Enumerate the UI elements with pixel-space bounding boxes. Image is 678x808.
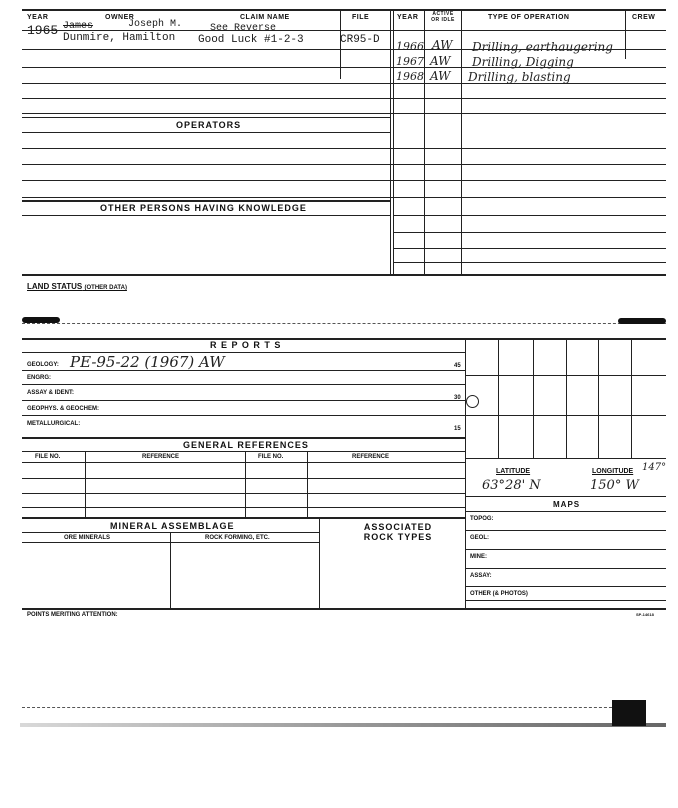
row-line [465, 600, 666, 601]
file-number: CR95-D [340, 34, 380, 46]
gen-ref-col: FILE NO. [258, 454, 284, 460]
row-line [465, 511, 666, 512]
ink-smudge [618, 318, 666, 324]
row-line [465, 568, 666, 569]
punch-hole [466, 395, 479, 408]
header-year: YEAR [27, 14, 49, 21]
op-status: AW [430, 54, 451, 68]
operators-rule [22, 117, 390, 118]
margin-45: 45 [454, 363, 461, 369]
col-divider [85, 451, 86, 517]
op-type: Drilling, Digging [472, 55, 574, 69]
grid-line [498, 338, 499, 458]
map-other: OTHER (& PHOTOS) [470, 591, 528, 597]
land-status-line [22, 323, 666, 324]
land-status-sub: (OTHER DATA) [84, 285, 127, 291]
row-line [22, 451, 465, 452]
header-claim-name: CLAIM NAME [240, 14, 290, 21]
row-line [22, 197, 666, 198]
operators-heading: OPERATORS [176, 120, 242, 130]
gen-ref-col: REFERENCE [142, 454, 180, 460]
grid-line [465, 375, 666, 376]
row-line [465, 586, 666, 587]
grid-line [631, 338, 632, 458]
land-status-heading [27, 282, 127, 291]
owner-struck-name: James [63, 21, 94, 32]
claim-name: Good Luck #1-2-3 [198, 34, 304, 46]
land-status-label: LAND STATUS [27, 282, 83, 291]
latitude-label: LATITUDE [496, 468, 531, 475]
row-line [22, 30, 666, 31]
upper-block-bottom [22, 274, 666, 276]
row-line [22, 370, 465, 371]
geology-label: GEOLOGY: [27, 362, 59, 368]
ink-block [612, 700, 646, 726]
row-line [22, 478, 465, 479]
associated-rock-heading: ASSOCIATED ROCK TYPES [363, 522, 433, 542]
geophys-label: GEOPHYS. & GEOCHEM: [27, 406, 100, 412]
owner-year: 1965 [27, 23, 59, 38]
scan-line [22, 707, 622, 708]
op-year: 1966 [396, 40, 424, 53]
col-divider [625, 9, 626, 59]
col-divider [245, 451, 246, 517]
gen-ref-heading: GENERAL REFERENCES [183, 440, 309, 450]
other-persons-rule [22, 200, 390, 202]
other-persons-heading: OTHER PERSONS HAVING KNOWLEDGE [100, 203, 307, 213]
mineral-col: ROCK FORMING, ETC. [205, 535, 270, 541]
ink-smudge [22, 317, 60, 323]
header-crew: CREW [632, 14, 656, 21]
op-status: AW [432, 38, 453, 52]
row-line [22, 415, 465, 416]
claim-note: See Reverse [210, 23, 277, 34]
header-type-of-operation: TYPE OF OPERATION [488, 14, 570, 21]
row-line [22, 507, 465, 508]
row-line [465, 496, 666, 497]
gen-ref-col: FILE NO. [35, 454, 61, 460]
header-active-idle: ACTIVE OR IDLE [431, 11, 455, 23]
op-year: 1968 [396, 70, 424, 83]
row-line [22, 148, 666, 149]
gen-ref-col: REFERENCE [352, 454, 390, 460]
row-line [22, 462, 465, 463]
form-number: SP-14618 [636, 612, 654, 617]
map-geol: GEOL: [470, 535, 489, 541]
scan-smear [20, 723, 666, 727]
row-line [22, 113, 666, 114]
grid-line [533, 338, 534, 458]
row-line [22, 132, 390, 133]
maps-heading: MAPS [553, 500, 581, 509]
reports-heading: R E P O R T S [210, 340, 282, 350]
col-divider [307, 451, 308, 517]
row-line [22, 215, 390, 216]
geology-value: PE-95-22 (1967) AW [70, 353, 225, 371]
top-border [22, 9, 666, 11]
row-line [22, 98, 666, 99]
row-line [22, 384, 465, 385]
op-type: Drilling, blasting [468, 70, 571, 84]
grid-line [465, 458, 666, 459]
col-divider [319, 517, 320, 608]
engrg-label: ENGRG: [27, 375, 51, 381]
map-assay: ASSAY: [470, 573, 492, 579]
row-line [393, 248, 666, 249]
header-owner: OWNER [105, 14, 135, 21]
row-line [22, 493, 465, 494]
grid-line [566, 338, 567, 458]
map-mine: MINE: [470, 554, 487, 560]
col-divider [170, 532, 171, 608]
points-meriting-heading: POINTS MERITING ATTENTION: [27, 612, 118, 618]
row-line [465, 549, 666, 550]
op-year: 1967 [396, 55, 424, 68]
lower-block-bottom [22, 608, 666, 610]
reports-top-rule [22, 338, 666, 340]
op-type: Drilling, earthaugering [472, 40, 613, 54]
mineral-heading: MINERAL ASSEMBLAGE [110, 521, 235, 531]
row-line [22, 180, 666, 181]
row-line [465, 530, 666, 531]
grid-line [465, 415, 666, 416]
longitude-value: 150° W [590, 478, 639, 493]
row-line [22, 164, 666, 165]
longitude-extra: 147° [642, 462, 667, 473]
header-file: FILE [352, 14, 370, 21]
row-line [22, 400, 465, 401]
mineral-col: ORE MINERALS [64, 535, 111, 541]
metallurgical-label: METALLURGICAL: [27, 421, 81, 427]
mineral-top-rule [22, 517, 465, 519]
row-line [393, 215, 666, 216]
header-year-2: YEAR [397, 14, 419, 21]
margin-30: 30 [454, 395, 461, 401]
owner-name-above: Joseph M. [128, 19, 183, 30]
row-line [393, 262, 666, 263]
assay-label: ASSAY & IDENT: [27, 390, 75, 396]
latitude-value: 63°28' N [482, 478, 541, 493]
op-status: AW [430, 69, 451, 83]
map-topog: TOPOG: [470, 516, 494, 522]
grid-line [598, 338, 599, 458]
gen-ref-top-rule [22, 437, 465, 439]
row-line [393, 232, 666, 233]
margin-15: 15 [454, 426, 461, 432]
owner-name: Dunmire, Hamilton [63, 32, 176, 44]
longitude-label: LONGITUDE [592, 468, 634, 475]
